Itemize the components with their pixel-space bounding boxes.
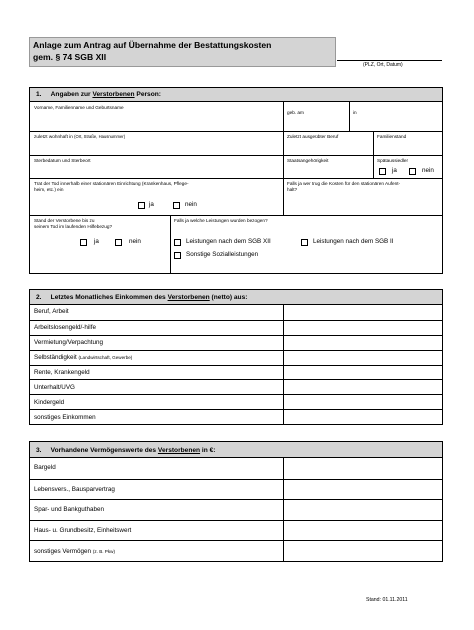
family-label: Familienstand	[377, 134, 407, 139]
nationality-field[interactable]	[285, 164, 372, 177]
page-title	[33, 39, 271, 63]
benefit-sgb12-label: Leistungen nach dem SGB XII	[186, 238, 271, 245]
table-row	[30, 479, 442, 500]
s1-line-1	[30, 131, 442, 132]
amount-field[interactable]	[285, 306, 440, 319]
s1-line-3	[30, 178, 442, 179]
title-line-2: gem. § 74 SGB XII	[33, 52, 107, 62]
born-label: geb. am	[287, 110, 304, 115]
amount-field[interactable]	[285, 337, 440, 350]
s1-line-2	[30, 155, 442, 156]
benefit-sgb12-checkbox[interactable]	[174, 239, 181, 246]
aid-yes-checkbox[interactable]	[80, 239, 87, 246]
table-row	[30, 458, 442, 479]
address-label: zuletzt wohnhaft in (Ort, Straße, Hausnummer)	[34, 134, 126, 139]
resettler-no-label: nein	[422, 167, 434, 174]
s1-vline-born	[283, 102, 284, 178]
job-label: Zuletzt ausgeübter Beruf	[287, 134, 339, 139]
facility-yes-checkbox[interactable]	[138, 202, 145, 209]
amount-field[interactable]	[285, 381, 440, 394]
cost-label: Falls ja wer trug die Kosten für den stationären Aufent- halt?	[287, 181, 401, 192]
family-field[interactable]	[375, 141, 441, 154]
s1-line-4	[30, 215, 442, 216]
place-date-label: (PLZ, Ort, Datum)	[363, 62, 403, 68]
amount-field[interactable]	[285, 411, 440, 424]
table-row	[30, 305, 442, 320]
nationality-label: Staatsangehörigkeit	[287, 158, 329, 163]
row-label: Lebensvers., Bausparvertrag	[34, 485, 115, 493]
row-label: Bargeld	[34, 464, 56, 472]
amount-field[interactable]	[285, 352, 440, 365]
row-label: Selbständigkeit (Landwirtschaft, Gewerbe)	[34, 354, 133, 362]
amount-field[interactable]	[285, 522, 440, 541]
s1-vline-in	[349, 102, 350, 131]
resettler-yes-checkbox[interactable]	[379, 168, 386, 175]
facility-no-label: nein	[185, 201, 197, 208]
row-label: Arbeitslosengeld/-hilfe	[34, 324, 96, 332]
table-row	[30, 365, 442, 380]
table-row	[30, 394, 442, 409]
section-3-title: 3. Vorhandene Vermögenswerte des Verstorbenen in €:	[36, 447, 216, 454]
benefit-other-checkbox[interactable]	[174, 252, 181, 259]
in-label: in	[353, 110, 357, 115]
address-field[interactable]	[31, 141, 282, 154]
s1-vline-family	[373, 131, 374, 178]
table-row	[30, 520, 442, 541]
title-line-1: Anlage zum Antrag auf Übernahme der Bestattungskosten	[33, 40, 272, 50]
benefits-label: Falls ja welche Leistungen wurden bezogen?	[174, 218, 268, 223]
place-date-line	[337, 60, 442, 61]
benefit-other-label: Sonstige Sozialleistungen	[186, 251, 259, 258]
section-2-rows	[30, 305, 442, 424]
resettler-no-checkbox[interactable]	[409, 168, 416, 175]
revision-date: Stand: 01.11.2011	[366, 597, 408, 603]
name-label: Vorname, Familienname und Geburtsname	[34, 105, 124, 110]
amount-field[interactable]	[285, 542, 440, 561]
amount-field[interactable]	[285, 459, 440, 478]
birthplace-field[interactable]	[351, 117, 441, 130]
table-row	[30, 409, 442, 424]
facility-label: Trat der Tod innerhalb einer stationären Einrichtung (Krankenhaus, Pflege- heim, etc.) ein	[34, 181, 189, 192]
section-2-title: 2. Letztes Monatliches Einkommen des Verstorbenen (netto) aus:	[36, 294, 248, 301]
benefit-sgb2-checkbox[interactable]	[301, 239, 308, 246]
row-label: Beruf, Arbeit	[34, 308, 69, 316]
aid-label: Stand der Verstorbene bis zu seinem Tod im laufenden Hilfebezug?	[34, 218, 113, 229]
section-1-title: 1. Angaben zur Verstorbenen Person:	[36, 91, 161, 98]
row-label: Unterhalt/UVG	[34, 383, 75, 391]
row-label: sonstiges Vermögen (z. B. Pkw)	[34, 547, 116, 555]
table-row	[30, 335, 442, 350]
table-row	[30, 379, 442, 394]
death-field[interactable]	[31, 164, 282, 177]
amount-field[interactable]	[285, 396, 440, 409]
amount-field[interactable]	[285, 501, 440, 520]
row-label: sonstiges Einkommen	[34, 413, 96, 421]
job-field[interactable]	[285, 141, 372, 154]
born-field[interactable]	[285, 117, 348, 130]
amount-field[interactable]	[285, 481, 440, 500]
death-label: Sterbedatum und Sterbeort	[34, 158, 91, 163]
row-label: Rente, Krankengeld	[34, 368, 90, 376]
table-row	[30, 540, 442, 561]
row-label: Vermietung/Verpachtung	[34, 339, 103, 347]
row-label: Spar- und Bankguthaben	[34, 506, 105, 514]
aid-no-checkbox[interactable]	[115, 239, 122, 246]
row-label: Haus- u. Grundbesitz, Einheitswert	[34, 527, 132, 535]
amount-field[interactable]	[285, 322, 440, 335]
name-field[interactable]	[31, 113, 282, 130]
table-row	[30, 350, 442, 365]
amount-field[interactable]	[285, 367, 440, 380]
aid-yes-label: ja	[94, 238, 99, 245]
row-label: Kindergeld	[34, 398, 65, 406]
facility-yes-label: ja	[149, 201, 154, 208]
table-row	[30, 320, 442, 335]
s1-vline-benefits	[170, 215, 171, 274]
cost-field[interactable]	[285, 195, 441, 214]
facility-no-checkbox[interactable]	[173, 202, 180, 209]
section-3-rows	[30, 458, 442, 561]
benefit-sgb2-label: Leistungen nach dem SGB II	[313, 238, 394, 245]
aid-no-label: nein	[129, 238, 141, 245]
table-row	[30, 499, 442, 520]
resettler-label: Spätaussiedler	[377, 158, 409, 163]
resettler-yes-label: ja	[392, 167, 397, 174]
